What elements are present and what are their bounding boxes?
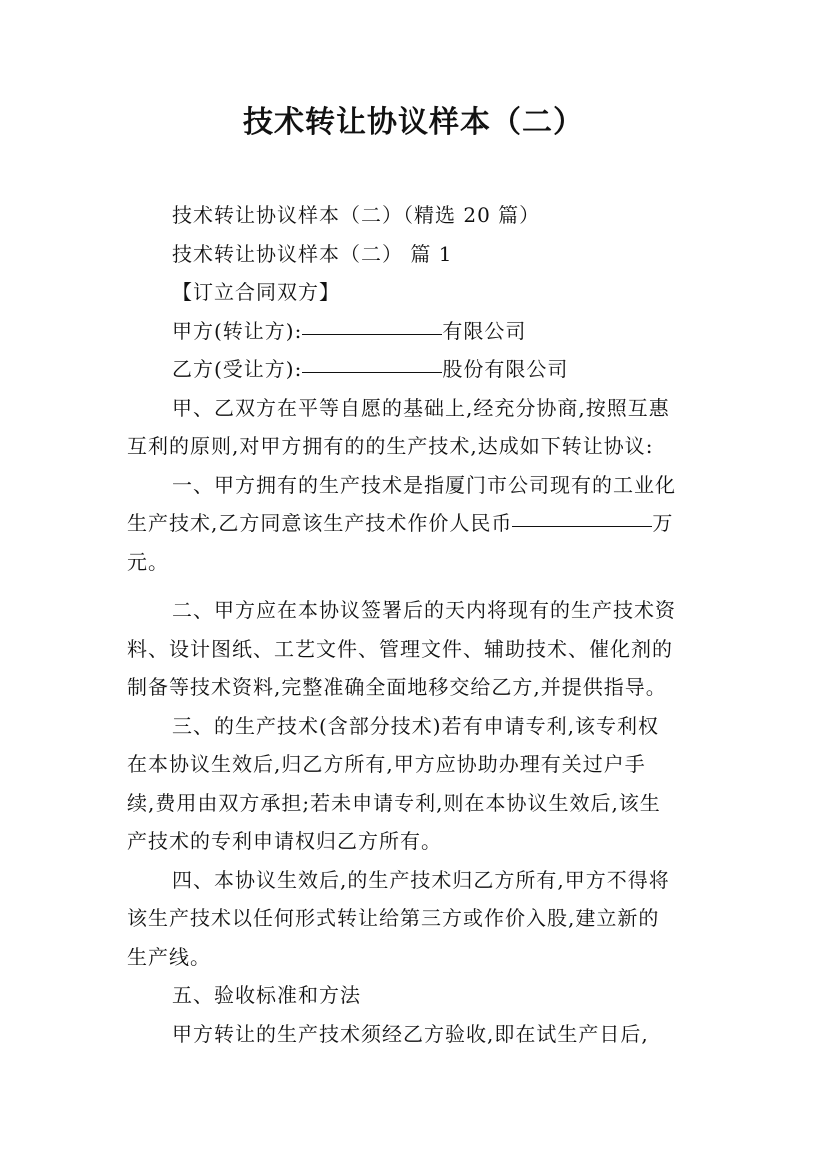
- section-heading: 技术转让协议样本（二） 篇 1: [172, 241, 453, 266]
- clause1-unit: 万: [652, 511, 674, 535]
- clause1-line-1: 一、甲方拥有的生产技术是指厦门市公司现有的工业化: [172, 472, 676, 497]
- party-a-blank: [302, 333, 442, 335]
- clause1-price-text: 生产技术,乙方同意该生产技术作价人民币: [127, 511, 513, 535]
- clause1-line-2: [127, 504, 712, 543]
- clause4-line-3: 生产线。: [127, 944, 211, 969]
- document-body: [127, 196, 712, 1053]
- party-b-suffix: 股份有限公司: [442, 357, 569, 381]
- intro-line-2: 互利的原则,对甲方拥有的的生产技术,达成如下转让协议:: [127, 434, 654, 458]
- clause3-line-1: 三、的生产技术(含部分技术)若有申请专利,该专利权: [172, 713, 659, 738]
- subtitle: 技术转让协议样本（二）（精选 20 篇）: [172, 203, 541, 227]
- clause4-line-2: 该生产技术以任何形式转让给第三方或作价入股,建立新的: [127, 906, 660, 930]
- clause3-line-3: 续,费用由双方承担;若未申请专利,则在本协议生效后,该生: [127, 790, 661, 815]
- party-b-label: 乙方(受让方):: [172, 357, 303, 381]
- clause2-line-2: 料、设计图纸、工艺文件、管理文件、辅助技术、催化剂的: [127, 636, 673, 661]
- party-b-blank: [302, 371, 442, 373]
- parties-heading: 【订立合同双方】: [172, 280, 340, 304]
- clause4-line-1: 四、本协议生效后,的生产技术归乙方所有,甲方不得将: [172, 867, 670, 892]
- party-b-line: [127, 350, 712, 389]
- clause2-line-3: 制备等技术资料,完整准确全面地移交给乙方,并提供指导。: [127, 675, 667, 699]
- party-a-suffix: 有限公司: [442, 318, 527, 343]
- clause2-line-1: 二、甲方应在本协议签署后的天内将现有的生产技术资: [172, 598, 676, 622]
- intro-line-1: 甲、乙双方在平等自愿的基础上,经充分协商,按照互惠: [172, 395, 670, 420]
- party-a-line: [127, 312, 712, 351]
- party-a-label: 甲方(转让方):: [172, 318, 303, 343]
- clause1-price-blank: [512, 525, 652, 527]
- clause3-line-4: 产技术的专利申请权归乙方所有。: [127, 829, 442, 853]
- paragraph-gap: [127, 581, 712, 591]
- document-title: 技术转让协议样本（二）: [243, 105, 584, 140]
- clause3-line-2: 在本协议生效后,归乙方所有,甲方应协助办理有关过户手: [127, 752, 646, 776]
- clause5-heading: 五、验收标准和方法: [172, 983, 361, 1007]
- clause5-line-1: 甲方转让的生产技术须经乙方验收,即在试生产日后,: [172, 1021, 649, 1046]
- clause1-line-3: 元。: [127, 549, 169, 574]
